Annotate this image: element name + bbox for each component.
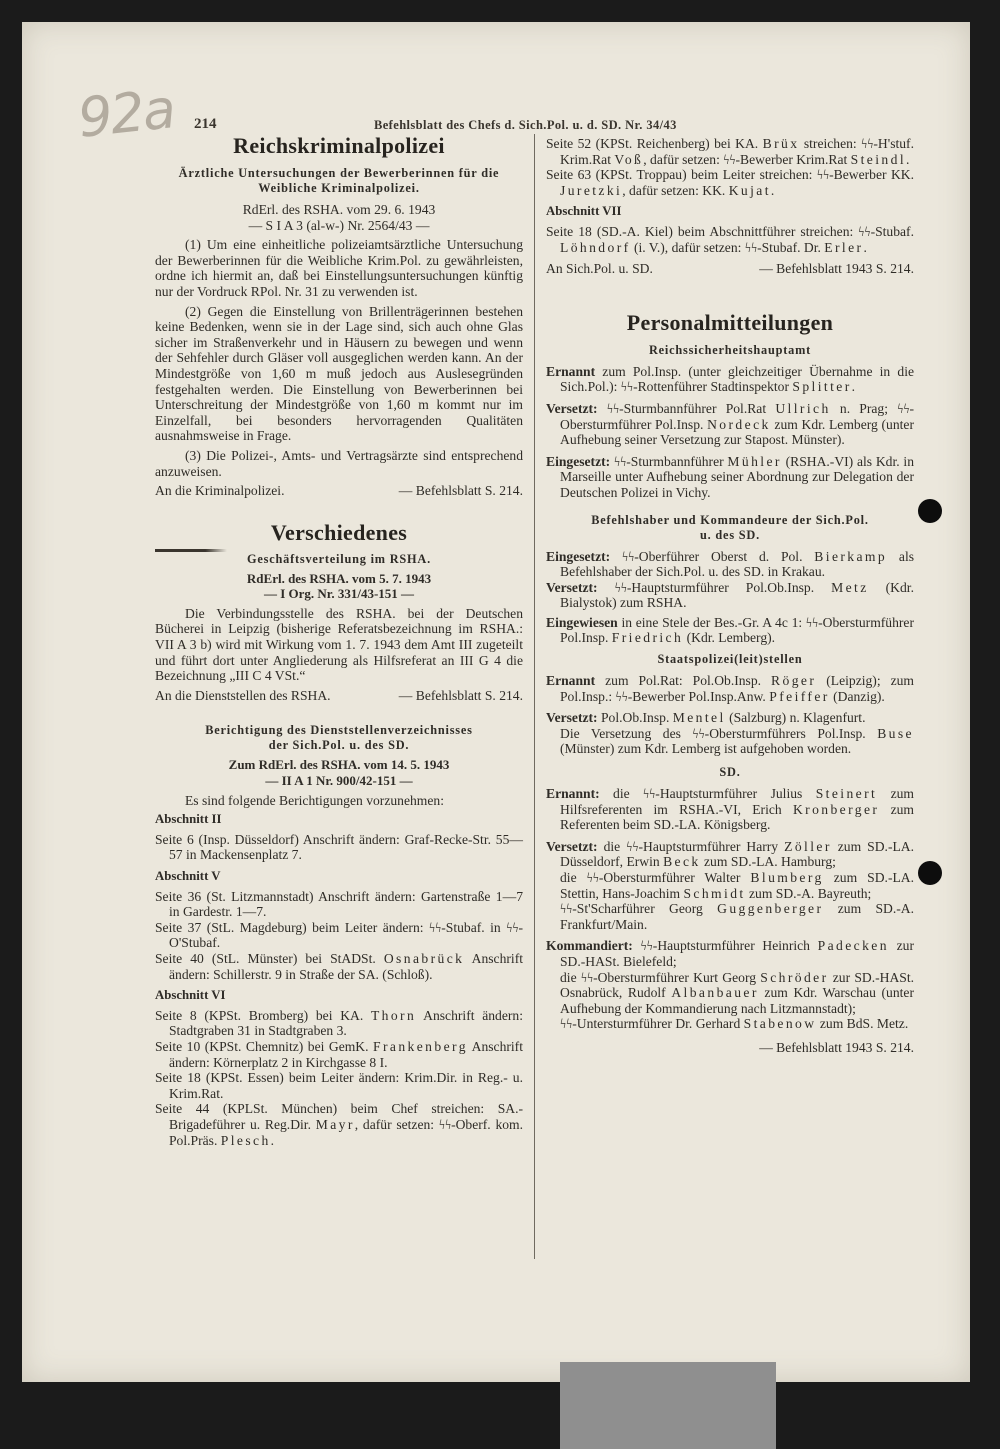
person-name: Metz <box>831 579 869 595</box>
text-run: ϟϟ-St'Scharführer Georg <box>560 901 703 917</box>
left-column <box>155 132 523 1148</box>
kripo-subtitle-1: Ärztliche Untersuchungen der Bewerberinnen für die <box>178 166 500 180</box>
text-run: zum SD.-LA. Stettin, Hans-Joachim <box>560 870 914 901</box>
corr-subtitle-2: der Sich.Pol. u. des SD. <box>268 738 410 753</box>
corr-ref-1: Zum RdErl. des RSHA. vom 14. 5. 1943 <box>228 757 450 773</box>
entry-label: Kommandiert: <box>546 938 633 954</box>
text-run: zum Pol.Insp. (unter gleichzeitiger Übernahme in die Sich.Pol.): ϟϟ-Rottenführer Stadtinspektor <box>560 363 915 395</box>
person-name: Guggenberger <box>717 901 824 917</box>
pers-entry-cont <box>546 901 914 932</box>
pers-subtitle-stapo: Staatspolizei(leit)stellen <box>657 652 803 667</box>
misc-subtitle: Geschäftsverteilung im RSHA. <box>247 551 431 566</box>
entry-label: Versetzt: <box>546 579 598 595</box>
text-run: , dafür setzen: KK. <box>622 182 726 198</box>
corr-entry <box>546 136 914 167</box>
entry-label: Versetzt: <box>546 838 598 854</box>
text-run: zur SD.-HASt. Osnabrück, Rudolf <box>560 969 914 1001</box>
punch-hole <box>918 499 942 523</box>
corr-entry <box>155 1039 523 1070</box>
person-name: Voß <box>614 151 644 167</box>
text-run: streichen: ϟϟ-H'stuf. Krim.Rat <box>560 136 914 167</box>
person-name: Mayr <box>315 1116 355 1132</box>
misc-ref-2: — I Org. Nr. 331/43-151 — <box>263 586 415 602</box>
text-run: (i. V.), dafür setzen: ϟϟ-Stubaf. Dr. <box>633 239 821 255</box>
text-run: (Kdr. Bialystok) zum RSHA. <box>560 579 914 611</box>
text-run: Seite 18 (SD.-A. Kiel) beim Abschnittführer streichen: ϟϟ-Stubaf. <box>546 223 914 239</box>
text-run: in eine Stele der Bes.-Gr. A 4c 1: ϟϟ-Obersturmführer Pol.Insp. <box>560 614 914 646</box>
corr-entry <box>155 951 523 982</box>
text-run: . <box>906 151 910 167</box>
text-run: , dafür setzen: ϟϟ-Bewerber Krim.Rat <box>643 151 848 167</box>
person-name: Beck <box>663 854 701 870</box>
text-run: zur SD.-HASt. Bielefeld; <box>560 938 914 969</box>
entry-label: Ernannt: <box>546 786 600 802</box>
person-name: Kronberger <box>792 801 880 817</box>
pers-entry <box>546 615 914 646</box>
pers-entry <box>546 401 914 448</box>
text-run: Anschrift ändern: Körnerplatz 2 in Kirchgasse 8 I. <box>169 1038 523 1070</box>
kripo-addressee: An die Kriminalpolizei. <box>155 483 285 499</box>
text-run: zum BdS. Metz. <box>819 1016 909 1032</box>
place-name: Osnabrück <box>383 950 465 966</box>
corr-entry <box>155 1101 523 1148</box>
gray-reference-card <box>560 1362 776 1449</box>
text-run: Seite 40 (StL. Münster) bei StADSt. <box>155 950 376 966</box>
person-name: Buse <box>877 725 914 741</box>
text-run: ϟϟ-Sturmbannführer Pol.Rat <box>606 400 767 416</box>
text-run: Seite 10 (KPSt. Chemnitz) bei GemK. <box>155 1038 369 1054</box>
text-run: zum Kdr. Lemberg (unter Aufhebung seiner Versetzung zur Stapost. Münster). <box>560 416 914 448</box>
person-name: Ullrich <box>775 400 831 416</box>
corr-section-5: Abschnitt V <box>155 869 221 883</box>
section-title-personnel: Personalmitteilungen <box>626 309 834 335</box>
corr-entry: Seite 36 (St. Litzmannstadt) Anschrift ändern: Gartenstraße 1—7 in Gardestr. 1—7. <box>155 888 523 920</box>
person-name: Blumberg <box>750 870 824 885</box>
pers-entry <box>546 580 914 611</box>
text-run: . <box>270 1132 275 1148</box>
place-name: Thorn <box>370 1007 417 1023</box>
text-run: zum Hilfsreferenten im RSHA.-VI, Erich <box>560 786 914 817</box>
text-run: die ϟϟ-Hauptsturmführer Harry <box>603 838 779 854</box>
person-name: Nordeck <box>707 416 771 432</box>
text-run: . <box>851 379 856 395</box>
corr-addressee: An Sich.Pol. u. SD. <box>546 261 653 277</box>
handwritten-mark: 92a <box>74 77 177 150</box>
text-run: zum SD.-A. Bayreuth; <box>749 885 872 901</box>
kripo-ref-1: RdErl. des RSHA. vom 29. 6. 1943 <box>242 202 436 217</box>
person-name: Stabenow <box>743 1016 817 1032</box>
entry-label: Ernannt <box>546 673 596 689</box>
person-name: Steinert <box>815 786 878 802</box>
text-run: . <box>863 239 867 255</box>
text-run: als Befehlshaber der Sich.Pol. u. des SD. in Krakau. <box>560 548 915 580</box>
text-run: die ϟϟ-Hauptsturmführer Julius <box>613 786 803 802</box>
person-name: Kujat <box>728 182 771 198</box>
text-run: Die Versetzung des ϟϟ-Obersturmführers Pol.Insp. <box>560 725 866 741</box>
text-run: (Danzig). <box>833 688 885 704</box>
pers-entry <box>546 710 914 726</box>
person-name: Bierkamp <box>814 548 888 564</box>
place-name: Brüx <box>762 136 800 151</box>
pers-entry-cont <box>546 970 914 1017</box>
text-run: zum Pol.Rat: Pol.Ob.Insp. <box>605 673 762 689</box>
text-run: (Münster) zum Kdr. Lemberg ist aufgehoben worden. <box>560 741 852 757</box>
text-run: (Kdr. Lemberg). <box>686 630 776 646</box>
corr-entry: Seite 6 (Insp. Düsseldorf) Anschrift ändern: Graf-Recke-Str. 55—57 in Mackensenplatz 7. <box>155 831 523 863</box>
text-run: zum Referenten beim SD.-LA. Königsberg. <box>560 801 914 833</box>
text-run: Anschrift ändern: Stadtgraben 31 in Stadtgraben 3. <box>169 1007 523 1039</box>
corr-entry: Seite 18 (KPSt. Essen) beim Leiter ändern: Krim.Dir. in Reg.- u. Krim.Rat. <box>155 1070 523 1101</box>
corr-entry <box>155 1008 523 1039</box>
text-run: Seite 63 (KPSt. Troppau) beim Leiter streichen: ϟϟ-Bewerber KK. <box>546 167 914 183</box>
kripo-paragraph-2: (2) Gegen die Einstellung von Brillenträgerinnen bestehen keine Bedenken, wenn sie in der Lage sind, sich auch ohne Glas sicher im Straßenverkehr und in Häusern zu bewegen und wenn der Sehfehler durch Gläser voll ausgeglichen werden kann. An der Mindestgröße von 1,60 m muß jedoch aus Auslesegründen festgehalten werden. Die Einstellung von Bewerberinnen bei Unterschreitung der Mindestgröße von 1,60 m kommt nur im Einzelfall, bei besonders hervorragenden Qualitäten ausnahmsweise in Frage. <box>155 303 523 444</box>
page-number: 214 <box>194 116 217 132</box>
place-name: Frankenberg <box>373 1038 468 1054</box>
pers-entry <box>546 454 914 501</box>
text-run: (Salzburg) n. Klagenfurt. <box>729 710 866 726</box>
entry-label: Ernannt <box>546 363 596 379</box>
corr-ref-2: — II A 1 Nr. 900/42-151 — <box>265 773 413 789</box>
kripo-paragraph-1: (1) Um eine einheitliche polizeiamtsärztliche Untersuchung der Bewerberinnen für die Weibliche Krim.Pol. zu gewährleisten, ordne ich hiermit an, daß bei Einstellungsuntersuchungen künftig nur der Vordruck RPol. Nr. 31 zu verwenden ist. <box>155 237 523 299</box>
corr-intro: Es sind folgende Berichtigungen vorzunehmen: <box>185 792 444 808</box>
person-name: Padecken <box>817 938 889 954</box>
text-run: Pol.Ob.Insp. <box>600 710 670 726</box>
text-run: Seite 52 (KPSt. Reichenberg) bei KA. <box>546 136 759 151</box>
text-run: , dafür setzen: ϟϟ-Oberf. kom. Pol.Präs. <box>169 1116 524 1148</box>
person-name: Erler <box>824 239 864 255</box>
person-name: Schröder <box>760 969 829 985</box>
kripo-source: — Befehlsblatt S. 214. <box>398 483 523 499</box>
corr-section-6: Abschnitt VI <box>155 988 226 1003</box>
pers-entry <box>546 938 914 969</box>
corr-entry: Seite 37 (StL. Magdeburg) beim Leiter ändern: ϟϟ-Stubaf. in ϟϟ-O'Stubaf. <box>155 919 523 951</box>
text-run: zum SD.-LA. Hamburg; <box>704 854 836 870</box>
running-head: Befehlsblatt des Chefs d. Sich.Pol. u. d. SD. Nr. 34/43 <box>374 118 677 132</box>
pers-entry-cont <box>546 726 914 757</box>
kripo-ref-2: — S I A 3 (al-w-) Nr. 2564/43 — <box>248 217 430 233</box>
text-run: zum SD.-LA. Düsseldorf, Erwin <box>560 838 914 870</box>
pers-subtitle-rsha: Reichssicherheitshauptamt <box>648 342 812 357</box>
corr-section-7: Abschnitt VII <box>546 204 622 219</box>
person-name: Röger <box>771 673 817 689</box>
text-run: (RSHA.-VI) als Kdr. in Marseille unter Aufhebung seiner Abordnung zur Delegation der Deutschen Polizei in Vichy. <box>560 453 914 500</box>
person-name: Plesch <box>220 1132 271 1148</box>
text-run: (Leipzig); zum Pol.Insp.: ϟϟ-Bewerber Pol.Insp.Anw. <box>560 673 915 704</box>
pers-subtitle-bds-1: Befehlshaber und Kommandeure der Sich.Pol. <box>591 512 869 527</box>
entry-label: Eingewiesen <box>546 614 618 630</box>
entry-label: Eingesetzt: <box>546 548 611 564</box>
text-run: ϟϟ-Oberführer Oberst d. Pol. <box>621 548 803 564</box>
person-name: Steindl <box>850 151 906 167</box>
text-run: Seite 8 (KPSt. Bromberg) bei KA. <box>155 1007 364 1023</box>
person-name: Mentel <box>672 710 726 726</box>
misc-ref-1: RdErl. des RSHA. vom 5. 7. 1943 <box>246 570 432 586</box>
entry-label: Versetzt: <box>546 710 598 726</box>
section-title-misc: Verschiedenes <box>270 519 408 545</box>
text-run: ϟϟ-Hauptsturmführer Pol.Ob.Insp. <box>614 579 815 595</box>
misc-footer <box>155 688 523 704</box>
text-run: n. Prag; ϟϟ-Obersturmführer Pol.Insp. <box>560 400 915 432</box>
pers-entry <box>546 786 914 833</box>
misc-addressee: An die Dienststellen des RSHA. <box>155 687 331 703</box>
pers-entry <box>546 839 914 870</box>
corr-source: — Befehlsblatt 1943 S. 214. <box>759 261 914 277</box>
corr-section-2: Abschnitt II <box>155 812 222 827</box>
pers-entry-cont <box>546 870 914 901</box>
misc-paragraph: Die Verbindungsstelle des RSHA. bei der Deutschen Bücherei in Leipzig (bisherige Referatsbezeichnung im RSHA.: VII A 3 b) wird mit Wirkung vom 1. 7. 1943 dem Amt III zugeteilt und führt dort unter Angliederung als Hilfsreferat an III G 4 die Bezeichnung „III C 4 VSt.“ <box>155 605 523 684</box>
pers-entry <box>546 549 914 580</box>
person-name: Juretzki <box>560 182 623 198</box>
person-name: Mühler <box>727 453 782 469</box>
pers-subtitle-bds-2: u. des SD. <box>700 527 760 542</box>
text-run: . <box>770 182 775 198</box>
kripo-subtitle-2: Weibliche Kriminalpolizei. <box>258 181 420 195</box>
misc-source: — Befehlsblatt S. 214. <box>398 687 523 703</box>
text-run: die ϟϟ-Obersturmführer Walter <box>560 870 741 885</box>
text-run: ϟϟ-Hauptsturmführer Heinrich <box>640 938 810 954</box>
corr-entry <box>546 167 914 198</box>
pers-entry <box>546 364 914 395</box>
pers-source: — Befehlsblatt 1943 S. 214. <box>759 1039 914 1055</box>
text-run: Seite 44 (KPLSt. München) beim Chef streichen: SA.-Brigadeführer u. Reg.Dir. <box>155 1101 523 1132</box>
corr-footer <box>546 261 914 277</box>
text-run: Anschrift ändern: Schillerstr. 9 in Straße der SA. (Schloß). <box>169 950 523 982</box>
text-run: ϟϟ-Untersturmführer Dr. Gerhard <box>560 1016 741 1032</box>
pers-entry <box>546 673 914 704</box>
column-divider <box>534 134 535 1259</box>
right-column <box>546 136 914 1056</box>
person-name: Splitter <box>792 379 852 395</box>
kripo-footer <box>155 483 523 499</box>
section-title-kripo: Reichskriminalpolizei <box>233 133 445 158</box>
entry-label: Eingesetzt: <box>546 453 611 469</box>
person-name: Löhndorf <box>560 239 631 255</box>
punch-hole <box>918 861 942 885</box>
person-name: Zöller <box>784 838 832 854</box>
text-run: zum SD.-A. Frankfurt/Main. <box>560 901 914 932</box>
corr-entry <box>546 224 914 255</box>
person-name: Pfeiffer <box>769 688 830 704</box>
person-name: Friedrich <box>611 630 684 646</box>
pers-subtitle-sd: SD. <box>719 765 741 780</box>
corr-subtitle-1: Berichtigung des Dienststellenverzeichnisses <box>205 723 473 738</box>
kripo-paragraph-3: (3) Die Polizei-, Amts- und Vertragsärzte sind entsprechend anzuweisen. <box>155 447 523 479</box>
person-name: Albanbauer <box>671 985 759 1001</box>
entry-label: Versetzt: <box>546 400 598 416</box>
text-run: zum Kdr. Warschau (unter Aufhebung der Kommandierung nach Litzmannstadt); <box>560 985 914 1016</box>
pers-entry-cont <box>546 1016 914 1032</box>
text-run: ϟϟ-Sturmbannführer <box>613 453 724 469</box>
text-run: die ϟϟ-Obersturmführer Kurt Georg <box>560 969 757 985</box>
person-name: Schmidt <box>683 885 746 901</box>
